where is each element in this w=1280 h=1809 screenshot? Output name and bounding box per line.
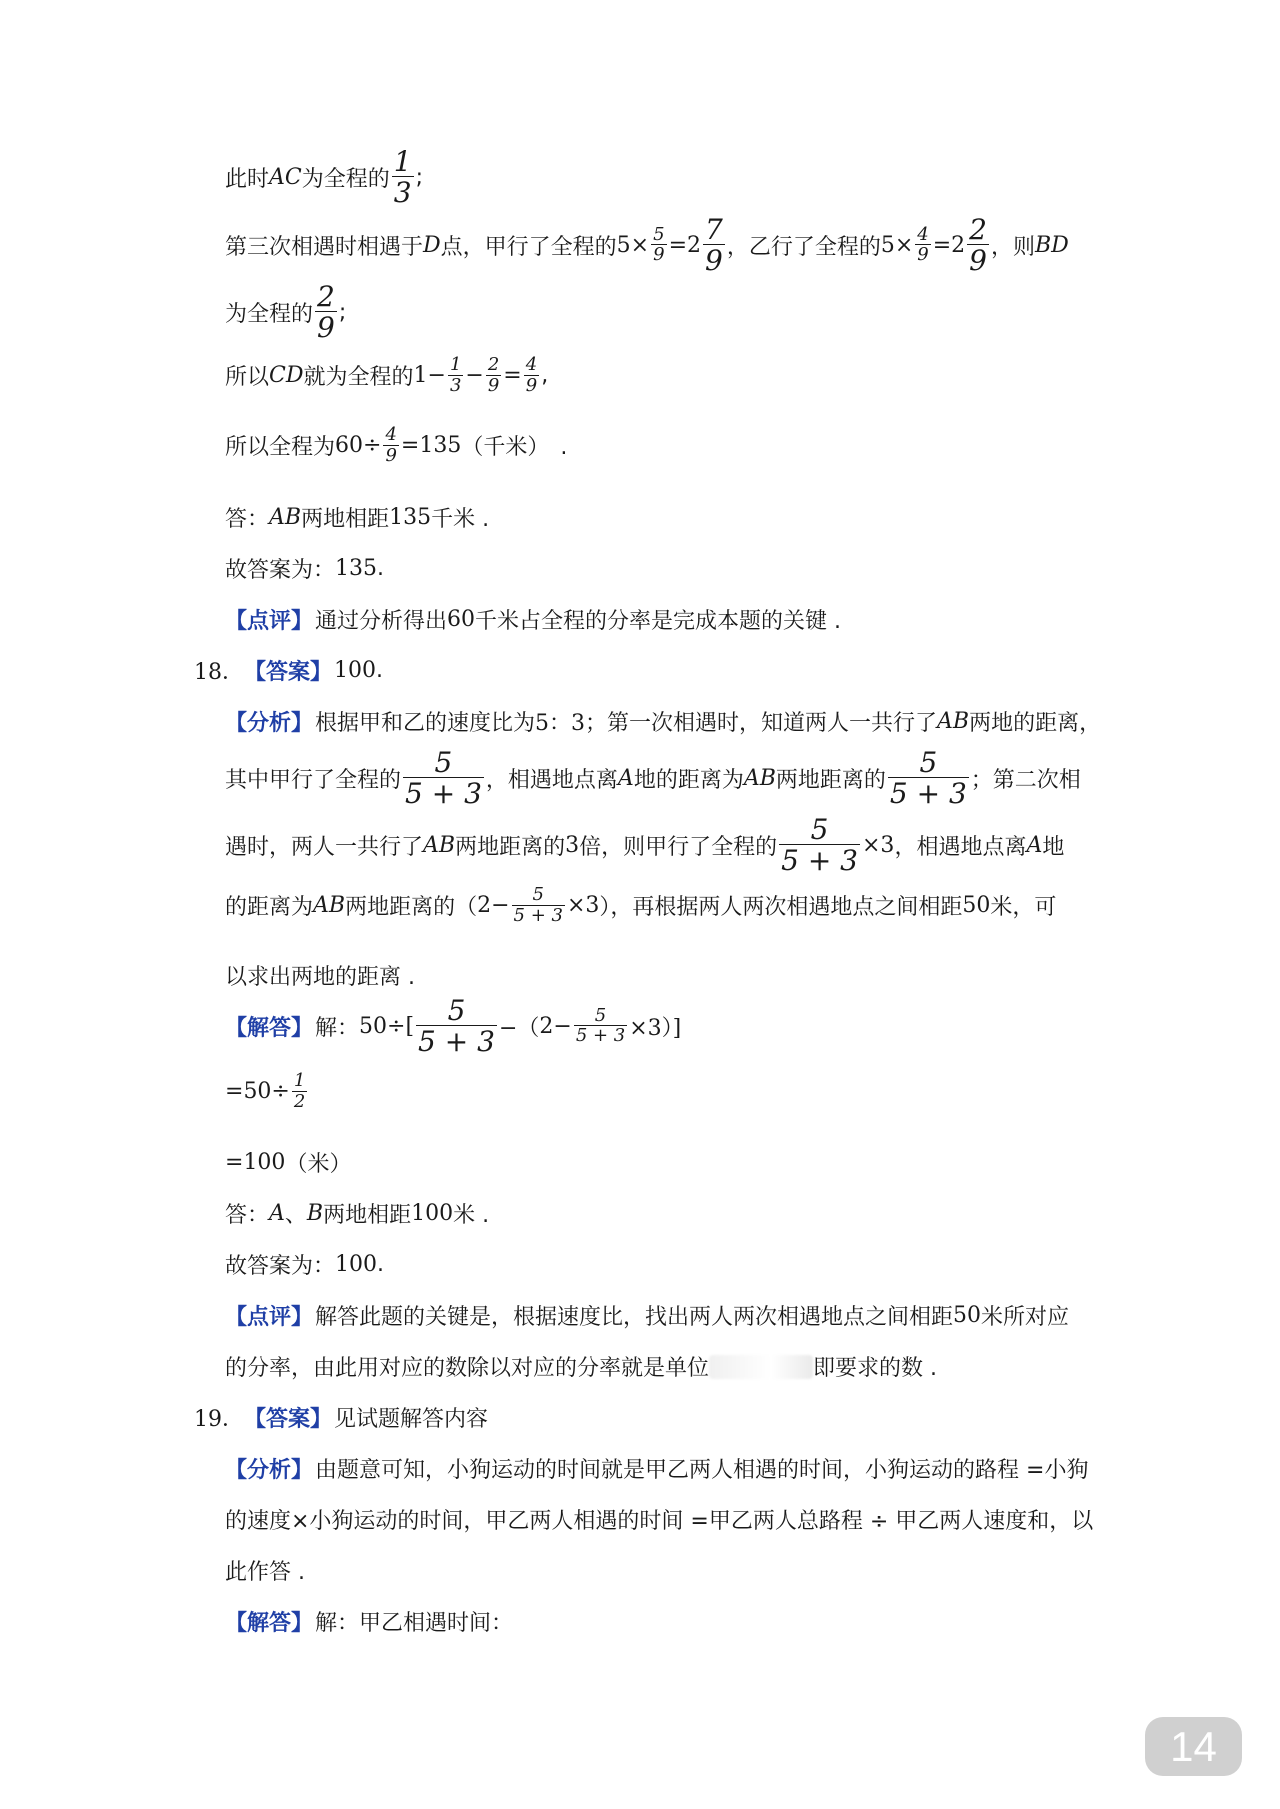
numerator: 5 (653, 223, 665, 245)
denominator: 2 (293, 1090, 306, 1112)
math: =2 (932, 232, 966, 258)
number: 3 (565, 832, 580, 858)
text-line (225, 147, 1100, 208)
text: = (225, 1150, 244, 1175)
fraction (703, 215, 725, 276)
text: 解答此题的关键是，根据速度比，找出两人两次相遇地点之间相距 (315, 1305, 954, 1330)
text: = (225, 1079, 244, 1105)
text: 米 . (453, 1203, 490, 1228)
text: 的距离为 (225, 895, 314, 921)
numerator: 5 (434, 746, 453, 779)
math: =135 (400, 433, 462, 459)
fraction (574, 1004, 627, 1047)
text-line (225, 1072, 1100, 1112)
math-var: B (306, 1201, 324, 1226)
text: （米） (285, 1152, 352, 1177)
fraction (486, 356, 501, 396)
fraction (403, 748, 484, 809)
math-var: A (1026, 832, 1043, 858)
math-var: A (269, 1201, 285, 1226)
text: 两地相距 (323, 1203, 412, 1228)
text: 答： (225, 1203, 270, 1228)
text: ），再根据两人两次相遇地点之间相距 (599, 895, 963, 921)
text: ；第二次相 (970, 767, 1081, 793)
text: （千米） . (461, 435, 568, 461)
math-var: AB (743, 765, 776, 791)
numerator: 1 (449, 354, 462, 375)
text: 故答案为： (225, 558, 336, 583)
math-var: A (617, 765, 634, 791)
text-line (225, 426, 1100, 466)
text: 解：甲乙相遇时间： (315, 1611, 514, 1636)
numerator: 1 (393, 145, 412, 178)
numerator: 5 (594, 1004, 607, 1026)
text-line (225, 282, 1100, 343)
math: −（ (498, 1015, 540, 1041)
text: 以求出两地的距离 . (225, 965, 415, 990)
numerator: 1 (293, 1070, 306, 1091)
page-number-badge: 14 (1145, 1717, 1242, 1776)
number: 100 (335, 1252, 378, 1277)
text: 地的距离为 (633, 767, 744, 793)
text: 千米占全程的分率是完成本题的关键 . (475, 609, 842, 634)
section-tag: 【答案】 (244, 1407, 333, 1432)
math-var: AB (269, 505, 302, 530)
number: 50 (962, 893, 991, 919)
text-line (225, 1504, 1100, 1535)
math: =2 (668, 232, 701, 258)
redaction-blur (709, 1355, 813, 1379)
fraction (915, 223, 930, 266)
numerator: 4 (525, 354, 538, 375)
text: 第三次相遇时相遇于 (225, 234, 424, 260)
text: 此时 (225, 166, 270, 192)
text-line (225, 996, 1100, 1057)
fraction (967, 215, 989, 276)
question-number: 18． (194, 660, 244, 685)
denominator: 9 (317, 311, 335, 345)
section-tag: 【答案】 (244, 660, 333, 685)
text-line (225, 886, 1100, 926)
text-line (225, 1606, 1100, 1637)
numerator: 5 (919, 746, 938, 779)
denominator: 3 (393, 176, 412, 210)
text-line (225, 960, 1100, 991)
section-tag: 【分析】 (225, 1458, 314, 1483)
section-tag: 【点评】 (225, 609, 314, 634)
text: 的分率，由此用对应的数除以对应的分率就是单位 (225, 1356, 710, 1381)
fraction (651, 223, 666, 266)
math-var: AB (937, 709, 970, 734)
text-line (225, 748, 1100, 809)
numerator: 7 (705, 213, 723, 246)
text: ，则 (991, 234, 1036, 260)
text-line (225, 215, 1100, 276)
text: 为全程的 (301, 166, 390, 192)
text: , (541, 363, 549, 389)
text-line (225, 1300, 1100, 1331)
math: 2− (539, 1013, 572, 1039)
math: ×3 (566, 893, 600, 919)
text: 两地距离的 (455, 834, 566, 860)
denominator: 9 (487, 374, 500, 396)
text: . (376, 658, 384, 683)
numerator: 4 (385, 424, 397, 445)
denominator: 5 + 3 (405, 777, 482, 811)
denominator: 5 + 3 (781, 844, 858, 878)
math: ×3 (862, 832, 895, 858)
text: 答： (225, 507, 270, 532)
fraction (416, 996, 497, 1057)
text: 两地相距 (301, 507, 390, 532)
number: 5：3 (535, 711, 586, 736)
text-line (225, 1351, 1100, 1382)
text-line (225, 1453, 1100, 1484)
text: 、 (284, 1203, 307, 1228)
math-var: BD (1035, 232, 1069, 258)
text: 千米 . (431, 507, 490, 532)
denominator: 9 (969, 244, 987, 278)
number: 135 (389, 505, 432, 530)
number: 135 (335, 556, 378, 581)
text: 故答案为： (225, 1254, 336, 1279)
fraction (524, 356, 539, 396)
denominator: 9 (385, 444, 397, 466)
text: 通过分析得出 (315, 609, 448, 634)
math: 5× (616, 232, 650, 258)
question-header (194, 1402, 1100, 1433)
text-line (225, 1249, 1100, 1280)
text: 的速度×小狗运动的时间，甲乙两人相遇的时间 =甲乙两人总路程 ÷ 甲乙两人速度和，以 (225, 1509, 1094, 1534)
denominator: 3 (449, 374, 462, 396)
text-line (225, 1147, 1100, 1178)
math-var: CD (269, 363, 304, 389)
denominator: 9 (653, 244, 665, 266)
math-var: AC (269, 164, 302, 190)
numerator: 5 (532, 884, 544, 905)
text: 即要求的数 . (813, 1356, 938, 1381)
section-tag: 【解答】 (225, 1015, 314, 1041)
denominator: 9 (917, 244, 929, 266)
math: 50÷ (243, 1079, 290, 1105)
question-number: 19． (194, 1407, 244, 1432)
fraction (448, 356, 463, 396)
text-line (225, 706, 1100, 737)
math: 5× (880, 232, 914, 258)
fraction (779, 815, 860, 876)
text: 所以 (225, 365, 270, 391)
text-line (225, 502, 1100, 533)
math: 2− (477, 893, 510, 919)
numerator: 2 (487, 354, 500, 375)
text-line (225, 356, 1100, 396)
denominator: 9 (525, 374, 538, 396)
text: 两地距离的（ (345, 895, 478, 921)
math: 60÷ (335, 433, 382, 459)
text: 两地距离的 (775, 767, 886, 793)
text: 遇时，两人一共行了 (225, 834, 424, 860)
math: 50÷[ (359, 1013, 415, 1039)
text-line (225, 815, 1100, 876)
numerator: 2 (969, 213, 987, 246)
text: ，相遇地点离 (485, 767, 618, 793)
text: ; (338, 299, 347, 325)
text: 米，可 (990, 895, 1057, 921)
text: . (377, 556, 385, 581)
math-var: AB (313, 893, 346, 919)
text: 地 (1042, 834, 1065, 860)
question-header (194, 655, 1100, 686)
number: 50 (953, 1303, 982, 1328)
fraction (888, 748, 969, 809)
math-var: AB (423, 832, 456, 858)
text: . (377, 1252, 385, 1277)
fraction (315, 282, 337, 343)
section-tag: 【点评】 (225, 1305, 314, 1330)
fraction (512, 886, 565, 926)
text: 米所对应 (981, 1305, 1070, 1330)
text-line (225, 1555, 1100, 1586)
numerator: 4 (917, 223, 929, 245)
math-var: D (423, 232, 441, 258)
number: 100 (334, 658, 377, 683)
text: 此作答 . (225, 1560, 305, 1585)
math: 1− (413, 363, 446, 389)
math: ×3）] (629, 1015, 682, 1041)
math: = (503, 363, 522, 389)
denominator: 9 (705, 244, 723, 278)
number: 100 (243, 1150, 286, 1175)
text: 就为全程的 (303, 365, 414, 391)
text-line (225, 1198, 1100, 1229)
text: ，乙行了全程的 (726, 234, 881, 260)
text: 解： (315, 1015, 360, 1041)
number: 60 (447, 607, 476, 632)
number: 100 (411, 1201, 454, 1226)
text: ; (415, 164, 424, 190)
text: 点，甲行了全程的 (440, 234, 617, 260)
numerator: 5 (447, 994, 466, 1027)
text: 倍，则甲行了全程的 (579, 834, 778, 860)
text-line (225, 604, 1100, 635)
denominator: 5 + 3 (418, 1025, 495, 1059)
fraction (292, 1072, 307, 1112)
numerator: 5 (810, 813, 829, 846)
section-tag: 【分析】 (225, 711, 314, 736)
denominator: 5 + 3 (575, 1025, 626, 1047)
text: ；第一次相遇时，知道两人一共行了 (585, 711, 938, 736)
text: 由题意可知，小狗运动的时间就是甲乙两人相遇的时间，小狗运动的路程 =小狗 (315, 1458, 1089, 1483)
text: 所以全程为 (225, 435, 336, 461)
text: 见试题解答内容 (334, 1407, 489, 1432)
denominator: 5 + 3 (889, 777, 967, 811)
text: 为全程的 (225, 301, 314, 327)
numerator: 2 (317, 280, 335, 313)
denominator: 5 + 3 (513, 904, 563, 926)
text: 根据甲和乙的速度比为 (315, 711, 536, 736)
math: − (465, 363, 484, 389)
text: ，相遇地点离 (894, 834, 1027, 860)
text: 两地的距离， (969, 711, 1102, 736)
fraction (392, 147, 414, 208)
fraction (383, 426, 398, 466)
section-tag: 【解答】 (225, 1611, 314, 1636)
text-line (225, 553, 1100, 584)
text: 其中甲行了全程的 (225, 767, 402, 793)
